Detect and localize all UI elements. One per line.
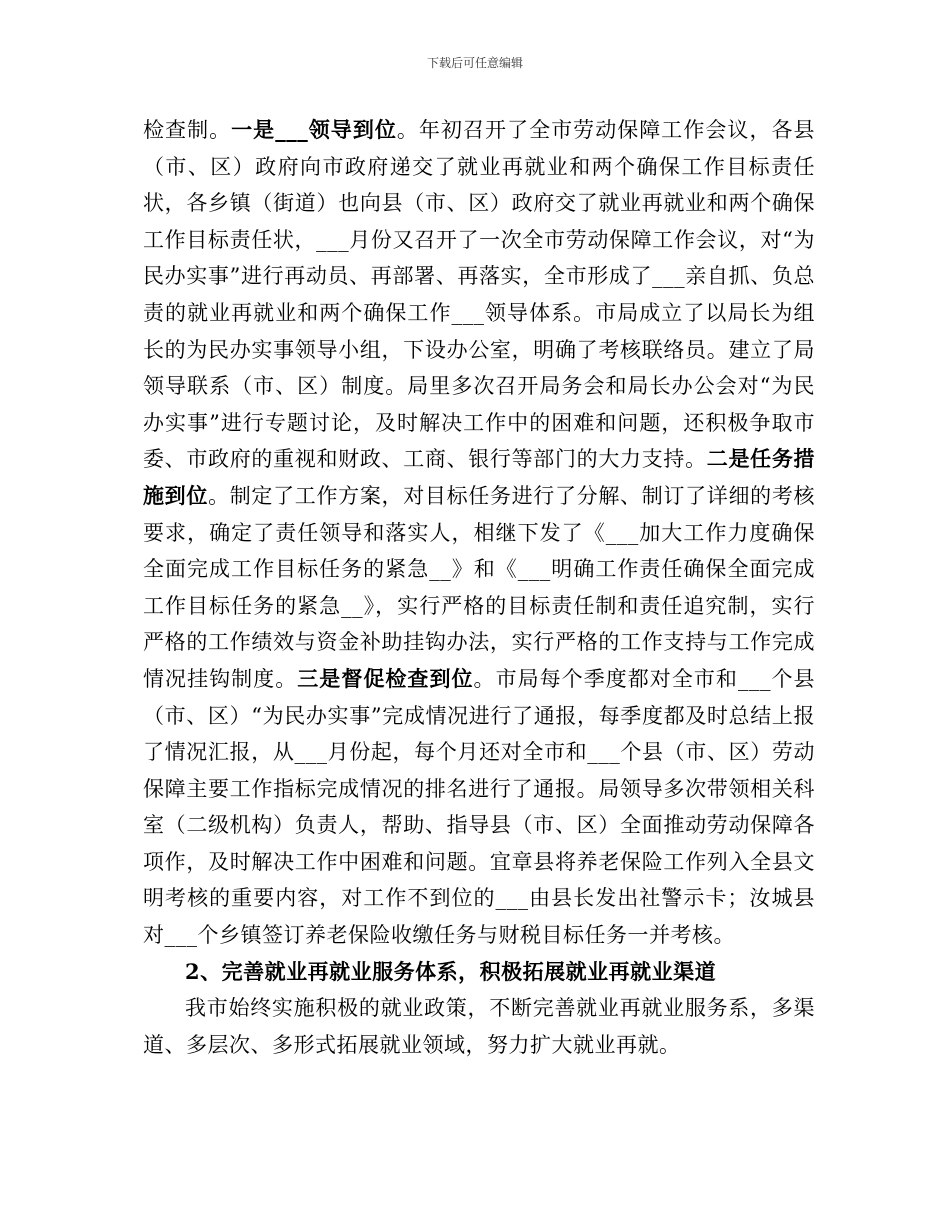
paragraph-1-text-2: 。年初召开了全市劳动保障工作会议，各县（市、区）政府向市政府递交了就业再就业和两个确保工作目标责任状，各乡镇（街道）也向县（市、区）政府交了就业再就业和两个确保工作目标责任状，___月份又召开了一次全市劳动保障工作会议，对“为民办实事”进行再动员、再部署、再落实，全市形成了___亲自抓、负总责的就业再就业和两个确保工作___领导体系。市局成立了以局长为组长的为民办实事领导小组，下设办公室，明确了考核联络员。建立了局领导联系（市、区）制度。局里多次召开局务会和局长办公会对“为民办实事”进行专题讨论，及时解决工作中的困难和问题，还积极争取市委、市政府的重视和财政、工商、银行等部门的大力支持。 [143,118,816,472]
section-2-paragraph: 我市始终实施积极的就业政策，不断完善就业再就业服务系，多渠道、多层次、多形式拓展就业领域，努力扩大就业再就。 [143,996,815,1057]
page-header: 下载后可任意编辑 [426,56,523,70]
section-2-heading: 2、完善就业再就业服务体系，积极拓展就业再就业渠道 [185,958,717,984]
paragraph-1 [143,112,815,954]
paragraph-1-text-4: 。市局每个季度都对全市和___个县（市、区）“为民办实事”完成情况进行了通报，每季度都及时总结上报了情况汇报，从___月份起，每个月还对全市和___个县（市、区）劳动保障主要工作指标完成情况的排名进行了通报。局领导多次带领相关科室（二级机构）负责人，帮助、指导县（市、区）全面推动劳动保障各项作，及时解决工作中困难和问题。宜章县将养老保险工作列入全县文明考核的重要内容，对工作不到位的___由县长发出社警示卡；汝城县对___个乡镇签订养老保险收缴任务与财税目标任务一并考核。 [143,666,816,948]
point-one-heading: 一是___领导到位 [231,117,397,142]
paragraph-1-text-1: 检查制。 [143,118,232,142]
paragraph-1-text-3: 。制定了工作方案，对目标任务进行了分解、制订了详细的考核要求，确定了责任领导和落实人，相继下发了《___加大工作力度确保全面完成工作目标任务的紧急__》和《___明确工作责任确保全面完成工作目标任务的紧急__》，实行严格的目标责任制和责任追究制，实行严格的工作绩效与资金补助挂钩办法，实行严格的工作支持与工作完成情况挂钩制度。 [143,483,816,691]
point-two-heading: 二是任务措施到位 [143,446,815,508]
document-body [143,112,815,1063]
point-three-heading: 三是督促检查到位 [297,665,474,691]
